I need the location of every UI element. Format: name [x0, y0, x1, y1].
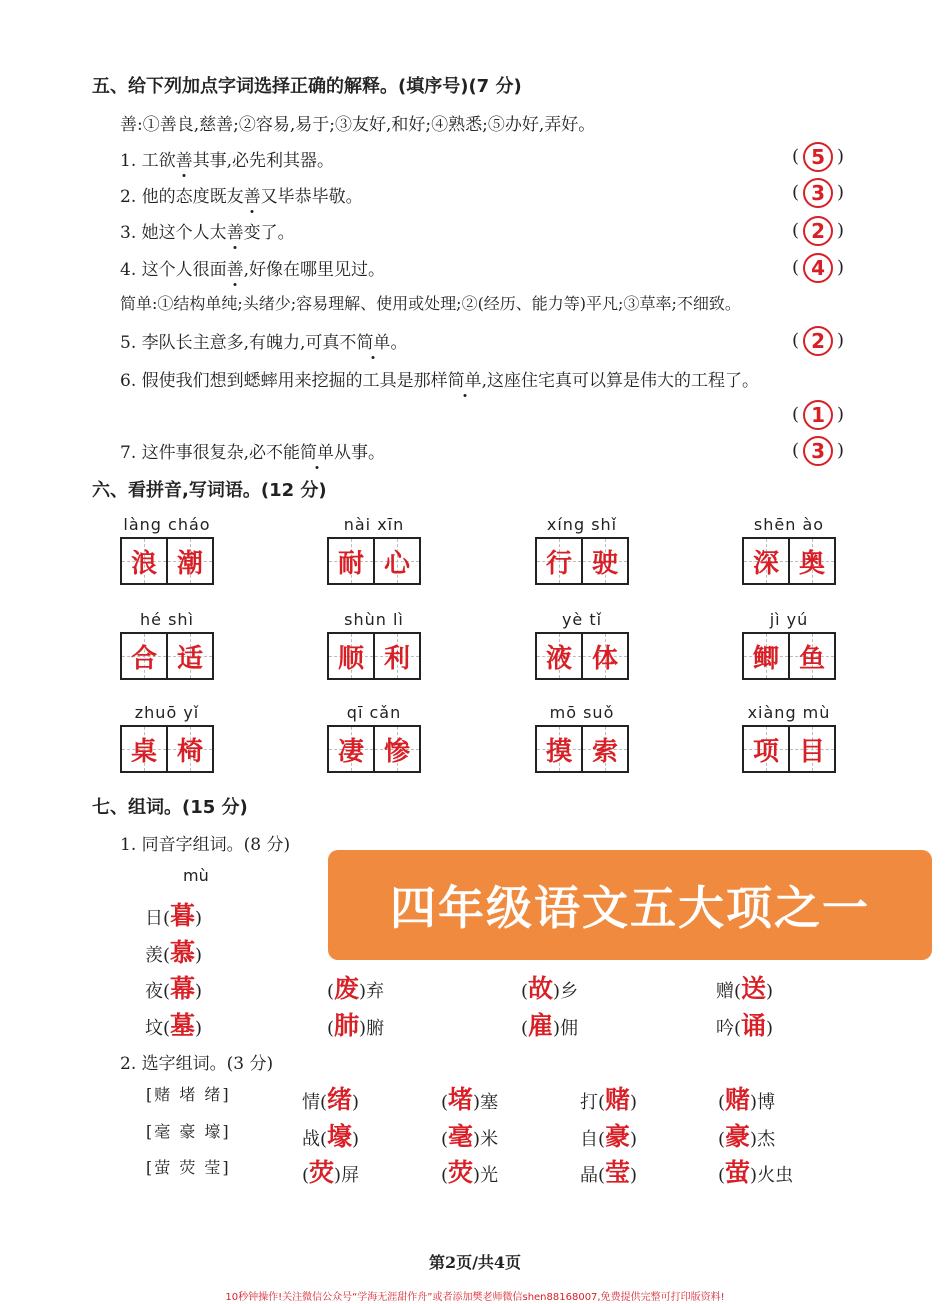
word-fill — [716, 969, 773, 1005]
answer-circle: 1 — [803, 400, 833, 430]
answer-char: 桌 — [130, 736, 157, 767]
char-box — [581, 539, 627, 583]
pinyin: làng cháo — [123, 515, 211, 534]
answer-char: 豪 — [725, 1122, 751, 1151]
question-text: ,好像在哪里见过。 — [243, 260, 386, 280]
char-box — [537, 727, 581, 771]
pinyin: shùn lì — [344, 610, 404, 629]
answer-char: 鲫 — [752, 643, 779, 674]
char-box — [329, 634, 373, 678]
question-text: 。 — [390, 333, 408, 353]
word-fill — [580, 1080, 637, 1116]
choose-subtitle: 2. 选字组词。(3 分) — [120, 1054, 274, 1074]
char-box — [122, 727, 166, 771]
pinyin: jì yú — [769, 610, 809, 629]
word-fill — [441, 1153, 498, 1189]
writing-boxes — [535, 725, 629, 773]
fill-suffix: )火虫 — [750, 1165, 794, 1186]
fill-suffix: )米 — [473, 1129, 499, 1150]
fill-prefix: 自( — [580, 1129, 606, 1150]
fill-suffix: )塞 — [473, 1092, 499, 1113]
word-cell — [327, 703, 421, 773]
pinyin: xiàng mù — [747, 703, 831, 722]
writing-boxes — [327, 537, 421, 585]
answer-char: 浪 — [130, 548, 157, 579]
answer-char: 体 — [591, 643, 618, 674]
dotted-keyword: 善 — [226, 260, 244, 280]
fill-prefix: ( — [718, 1092, 726, 1113]
title-banner: 四年级语文五大项之一 — [328, 850, 932, 960]
question-text: 其事,必先利其器。 — [192, 151, 335, 171]
answer-char: 液 — [545, 643, 572, 674]
fill-prefix: ( — [327, 981, 335, 1002]
fill-prefix: ( — [441, 1129, 449, 1150]
word-cell — [120, 515, 214, 585]
word-cell — [742, 515, 836, 585]
dotted-keyword: 简单 — [356, 333, 391, 353]
char-choice-set: [赌 堵 绪] — [146, 1085, 231, 1104]
word-fill — [441, 1080, 498, 1116]
footer-note: 10秒钟操作!关注微信公众号“学海无涯甜作舟”或者添加樊老师微信shen88168007,免费提供完整可打印版资料! — [225, 1292, 725, 1303]
answer-char: 目 — [798, 736, 825, 767]
char-box — [329, 727, 373, 771]
question-text: 1. 工欲 — [120, 151, 176, 171]
answer-char: 利 — [383, 643, 410, 674]
answer-bracket-7: ( 3 ) — [792, 436, 844, 466]
mu-pinyin: mù — [183, 866, 209, 885]
word-fill — [302, 1080, 359, 1116]
question-text: 变了。 — [243, 223, 295, 243]
fill-suffix: )博 — [750, 1092, 776, 1113]
pinyin: xíng shǐ — [546, 515, 618, 534]
fill-suffix: )光 — [473, 1165, 499, 1186]
question-text: 3. 她这个人太 — [120, 223, 227, 243]
pinyin: zhuō yǐ — [134, 703, 200, 722]
fill-suffix: ) — [766, 1018, 774, 1039]
fill-suffix: )乡 — [553, 981, 579, 1002]
question-line-4 — [120, 255, 385, 280]
char-box — [581, 727, 627, 771]
fill-prefix: ( — [302, 1165, 310, 1186]
word-fill — [716, 1006, 773, 1042]
answer-char: 深 — [752, 548, 779, 579]
answer-char: 毫 — [448, 1122, 474, 1151]
answer-char: 凄 — [337, 736, 364, 767]
answer-bracket-2: ( 3 ) — [792, 178, 844, 208]
char-box — [122, 539, 166, 583]
answer-char: 行 — [545, 548, 572, 579]
fill-suffix: )杰 — [750, 1129, 776, 1150]
word-fill — [441, 1117, 498, 1153]
answer-char: 摸 — [545, 736, 572, 767]
fill-prefix: ( — [441, 1092, 449, 1113]
char-box — [122, 634, 166, 678]
question-line-2 — [120, 182, 363, 207]
answer-char: 荧 — [448, 1158, 474, 1187]
pinyin: qī cǎn — [346, 703, 402, 722]
answer-char: 奥 — [798, 548, 825, 579]
word-fill — [327, 1006, 384, 1042]
char-box — [788, 634, 834, 678]
page-number: 第2页/共4页 — [428, 1253, 522, 1272]
word-fill — [718, 1117, 775, 1153]
writing-boxes — [535, 632, 629, 680]
answer-char: 肺 — [334, 1011, 360, 1040]
word-cell — [327, 610, 421, 680]
question-text: 从事。 — [334, 443, 386, 463]
answer-char: 驶 — [591, 548, 618, 579]
word-fill — [145, 933, 202, 969]
char-box — [744, 727, 788, 771]
section5-title: 五、给下列加点字词选择正确的解释。(填序号)(7 分) — [92, 76, 522, 97]
word-cell — [120, 610, 214, 680]
pinyin: hé shì — [140, 610, 194, 629]
dotted-keyword: 简单 — [300, 443, 335, 463]
answer-char: 萤 — [725, 1158, 751, 1187]
word-fill — [145, 896, 202, 932]
answer-char: 项 — [752, 736, 779, 767]
fill-prefix: ( — [327, 1018, 335, 1039]
word-cell — [120, 703, 214, 773]
word-cell — [742, 703, 836, 773]
section7-title: 七、组词。(15 分) — [92, 797, 248, 818]
fill-suffix: )腑 — [359, 1018, 385, 1039]
answer-char: 废 — [334, 974, 360, 1003]
writing-boxes — [327, 725, 421, 773]
writing-boxes — [120, 537, 214, 585]
question-text: 6. 假使我们想到蟋蟀用来挖掘的工具是那样 — [120, 371, 448, 391]
fill-prefix: 晶( — [580, 1165, 606, 1186]
answer-circle: 3 — [803, 436, 833, 466]
answer-bracket-4: ( 4 ) — [792, 253, 844, 283]
answer-char: 心 — [383, 548, 410, 579]
char-box — [373, 539, 419, 583]
answer-char: 顺 — [337, 643, 364, 674]
char-box — [166, 539, 212, 583]
shan-definitions: 善:①善良,慈善;②容易,易于;③友好,和好;④熟悉;⑤办好,弄好。 — [120, 115, 596, 135]
pinyin: nài xīn — [343, 515, 405, 534]
answer-char: 耐 — [337, 548, 364, 579]
fill-prefix: 吟( — [716, 1018, 742, 1039]
word-cell — [535, 703, 629, 773]
answer-char: 豪 — [605, 1122, 631, 1151]
writing-boxes — [327, 632, 421, 680]
answer-bracket-1: ( 5 ) — [792, 142, 844, 172]
word-fill — [302, 1117, 359, 1153]
word-fill — [580, 1153, 637, 1189]
question-text: ,这座住宅真可以算是伟大的工程了。 — [481, 371, 760, 391]
answer-char: 堵 — [448, 1085, 474, 1114]
dotted-keyword: 善 — [175, 151, 193, 171]
answer-char: 暮 — [170, 901, 196, 930]
answer-char: 绪 — [327, 1085, 353, 1114]
answer-char: 故 — [528, 974, 554, 1003]
char-choice-set: [萤 荧 莹] — [146, 1158, 231, 1177]
answer-char: 合 — [130, 643, 157, 674]
dotted-keyword: 善 — [226, 223, 244, 243]
jiandan-definitions: 简单:①结构单纯;头绪少;容易理解、使用或处理;②(经历、能力等)平凡;③草率;不细致。 — [120, 294, 741, 313]
answer-char: 慕 — [170, 938, 196, 967]
pinyin: mō suǒ — [549, 703, 615, 722]
word-fill — [145, 1006, 202, 1042]
fill-suffix: ) — [195, 981, 203, 1002]
fill-suffix: ) — [630, 1165, 638, 1186]
word-cell — [535, 610, 629, 680]
word-fill — [327, 969, 384, 1005]
answer-char: 荧 — [309, 1158, 335, 1187]
answer-char: 潮 — [176, 548, 203, 579]
char-box — [166, 634, 212, 678]
question-line-6 — [120, 366, 759, 391]
fill-prefix: ( — [441, 1165, 449, 1186]
fill-prefix: 夜( — [145, 981, 171, 1002]
section6-title: 六、看拼音,写词语。(12 分) — [92, 480, 327, 501]
answer-circle: 2 — [803, 216, 833, 246]
answer-char: 诵 — [741, 1011, 767, 1040]
answer-char: 莹 — [605, 1158, 631, 1187]
word-cell — [327, 515, 421, 585]
fill-suffix: )屏 — [334, 1165, 360, 1186]
word-cell — [742, 610, 836, 680]
answer-circle: 2 — [803, 326, 833, 356]
char-box — [537, 634, 581, 678]
fill-prefix: 战( — [302, 1129, 328, 1150]
char-box — [373, 634, 419, 678]
answer-char: 鱼 — [798, 643, 825, 674]
answer-char: 墓 — [170, 1011, 196, 1040]
fill-suffix: ) — [195, 908, 203, 929]
fill-suffix: ) — [766, 981, 774, 1002]
fill-prefix: 坟( — [145, 1018, 171, 1039]
answer-char: 赌 — [725, 1085, 751, 1114]
answer-char: 壕 — [327, 1122, 353, 1151]
answer-char: 幕 — [170, 974, 196, 1003]
answer-char: 适 — [176, 643, 203, 674]
fill-prefix: ( — [521, 1018, 529, 1039]
word-fill — [718, 1153, 793, 1189]
question-line-7 — [120, 438, 385, 463]
question-line-5 — [120, 328, 407, 353]
answer-circle: 5 — [803, 142, 833, 172]
fill-prefix: 情( — [302, 1092, 328, 1113]
char-box — [329, 539, 373, 583]
fill-suffix: ) — [630, 1092, 638, 1113]
word-fill — [718, 1080, 775, 1116]
dotted-keyword: 善 — [243, 187, 261, 207]
answer-char: 雇 — [528, 1011, 554, 1040]
question-text: 5. 李队长主意多,有魄力,可真不 — [120, 333, 357, 353]
answer-bracket-6: ( 1 ) — [792, 400, 844, 430]
fill-prefix: 日( — [145, 908, 171, 929]
question-line-1 — [120, 146, 334, 171]
question-line-3 — [120, 218, 295, 243]
writing-boxes — [742, 632, 836, 680]
word-cell — [535, 515, 629, 585]
answer-char: 椅 — [176, 736, 203, 767]
pinyin: yè tǐ — [561, 610, 603, 629]
word-fill — [580, 1117, 637, 1153]
answer-bracket-3: ( 2 ) — [792, 216, 844, 246]
char-box — [788, 539, 834, 583]
fill-prefix: 赠( — [716, 981, 742, 1002]
fill-prefix: ( — [521, 981, 529, 1002]
char-box — [744, 634, 788, 678]
char-box — [373, 727, 419, 771]
answer-bracket-5: ( 2 ) — [792, 326, 844, 356]
char-box — [744, 539, 788, 583]
fill-prefix: 羡( — [145, 945, 171, 966]
fill-prefix: 打( — [580, 1092, 606, 1113]
pinyin: shēn ào — [753, 515, 825, 534]
fill-suffix: ) — [195, 1018, 203, 1039]
fill-suffix: )弃 — [359, 981, 385, 1002]
answer-char: 惨 — [383, 736, 410, 767]
answer-char: 赌 — [605, 1085, 631, 1114]
answer-circle: 3 — [803, 178, 833, 208]
word-fill — [521, 1006, 578, 1042]
question-text: 又毕恭毕敬。 — [260, 187, 363, 207]
fill-prefix: ( — [718, 1165, 726, 1186]
dotted-keyword: 简单 — [447, 371, 482, 391]
writing-boxes — [535, 537, 629, 585]
homophone-subtitle: 1. 同音字组词。(8 分) — [120, 835, 291, 855]
char-box — [788, 727, 834, 771]
writing-boxes — [742, 725, 836, 773]
answer-circle: 4 — [803, 253, 833, 283]
writing-boxes — [120, 632, 214, 680]
word-fill — [521, 969, 578, 1005]
question-text: 2. 他的态度既友 — [120, 187, 244, 207]
fill-suffix: ) — [195, 945, 203, 966]
question-text: 4. 这个人很面 — [120, 260, 227, 280]
char-choice-set: [毫 豪 壕] — [146, 1122, 231, 1141]
question-text: 7. 这件事很复杂,必不能 — [120, 443, 301, 463]
char-box — [166, 727, 212, 771]
writing-boxes — [120, 725, 214, 773]
char-box — [581, 634, 627, 678]
char-box — [537, 539, 581, 583]
fill-suffix: ) — [352, 1129, 360, 1150]
fill-prefix: ( — [718, 1129, 726, 1150]
word-fill — [302, 1153, 359, 1189]
answer-char: 索 — [591, 736, 618, 767]
fill-suffix: )佣 — [553, 1018, 579, 1039]
fill-suffix: ) — [630, 1129, 638, 1150]
writing-boxes — [742, 537, 836, 585]
word-fill — [145, 969, 202, 1005]
answer-char: 送 — [741, 974, 767, 1003]
fill-suffix: ) — [352, 1092, 360, 1113]
